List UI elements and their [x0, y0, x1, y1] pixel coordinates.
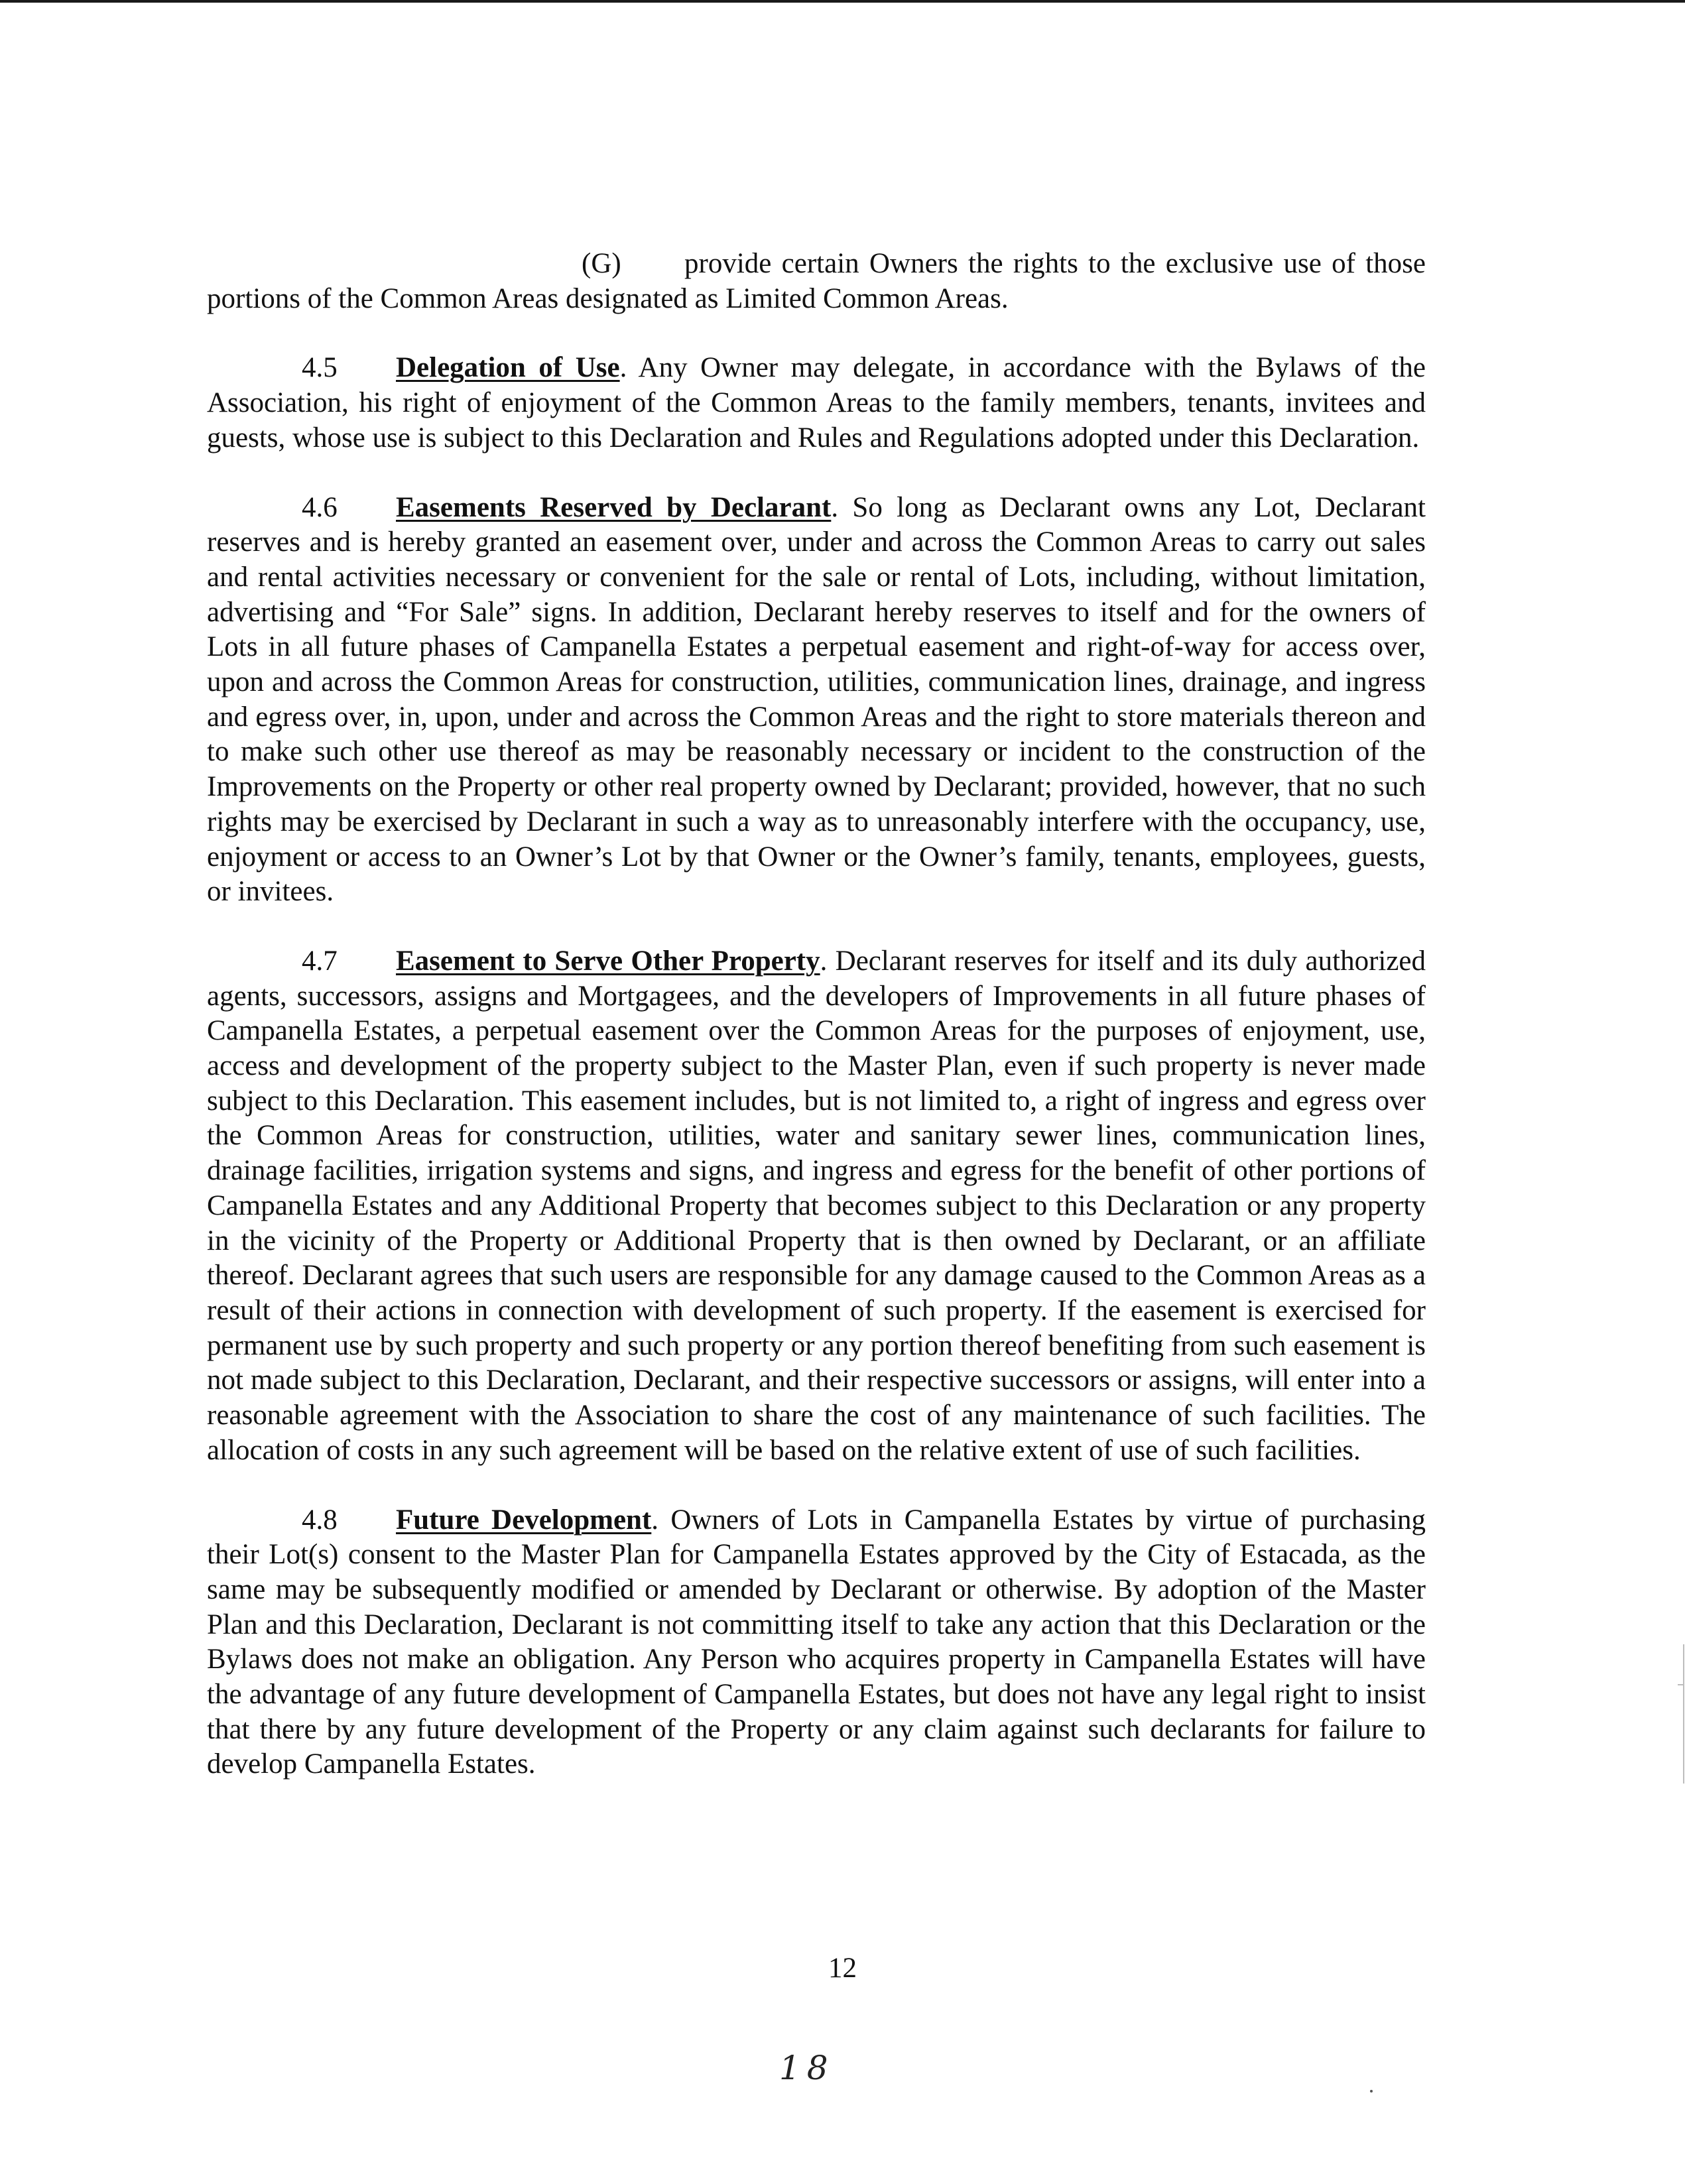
scan-speck: [1370, 2090, 1373, 2093]
section-4-6: 4.6 Easements Reserved by Declarant. So long as Declarant owns any Lot, Declarant reserves and is hereby granted an easement over, under and across the Common Areas to carry out sales and rental activities necessary or convenient for the sale or rental of Lots, including, without limitation, advertising and “For Sale” signs. In addition, Declarant hereby reserves to itself and for the owners of Lots in all future phases of Campanella Estates a perpetual easement and right-of-way for access over, upon and across the Common Areas for construction, utilities, communication lines, drainage, and ingress and egress over, in, upon, under and across the Common Areas and the right to store materials thereon and to make such other use thereof as may be reasonably necessary or incident to the construction of the Improvements on the Property or other real property owned by Declarant; provided, however, that no such rights may be exercised by Declarant in such a way as to unreasonably interfere with the occupancy, use, enjoyment or access to an Owner’s Lot by that Owner or the Owner’s family, tenants, employees, guests, or invitees.: [207, 491, 1426, 908]
section-heading: Easement to Serve Other Property: [396, 945, 820, 977]
clause-label: (G): [582, 248, 621, 279]
clause-text: provide certain Owners the rights to the exclusive use of those portions of the Common Areas designated as Limited Common Areas.: [207, 248, 1426, 314]
section-4-8: 4.8 Future Development. Owners of Lots in Campanella Estates by virtue of purchasing their Lot(s) consent to the Master Plan for Campanella Estates approved by the City of Estacada, as the same may be subsequently modified or amended by Declarant or otherwise. By adoption of the Master Plan and this Declaration, Declarant is not committing itself to take any action that this Declaration or the Bylaws does not make an obligation. Any Person who acquires property in Campanella Estates will have the advantage of any future development of Campanella Estates, but does not have any legal right to insist that there by any future development of the Property or any claim against such declarants for failure to develop Campanella Estates.: [207, 1504, 1426, 1780]
scan-edge-tick: [1678, 1684, 1683, 1685]
section-heading: Easements Reserved by Declarant: [396, 491, 832, 523]
section-number: 4.6: [302, 491, 338, 523]
clause-g: [207, 247, 1426, 316]
section-heading: Delegation of Use: [396, 352, 620, 384]
section-number: 4.7: [302, 945, 338, 977]
section-number: 4.5: [302, 352, 338, 384]
page-number: 12: [828, 1953, 857, 1984]
section-text: So long as Declarant owns any Lot, Declarant reserves and is hereby granted an easement over, under and across the Common Areas to carry out sales and rental activities necessary or convenient for the sale or rental of Lots, including, without limitation, advertising and “For Sale” signs. In addition, Declarant hereby reserves to itself and for the owners of Lots in all future phases of Campanella Estates a perpetual easement and right-of-way for access over, upon and across the Common Areas for construction, utilities, communication lines, drainage, and ingress and egress over, in, upon, under and across the Common Areas and the right to store materials thereon and to make such other use thereof as may be reasonably necessary or incident to the construction of the Improvements on the Property or other real property owned by Declarant; provided, however, that no such rights may be exercised by Declarant in such a way as to unreasonably interfere with the occupancy, use, enjoyment or access to an Owner’s Lot by that Owner or the Owner’s family, tenants, employees, guests, or invitees.: [207, 491, 1426, 908]
section-heading: Future Development: [396, 1504, 652, 1536]
section-text: Declarant reserves for itself and its duly authorized agents, successors, assigns and Mortgagees, and the developers of Improvements in all future phases of Campanella Estates, a perpetual easement over the Common Areas for the purposes of enjoyment, use, access and development of the property subject to the Master Plan, even if such property is never made subject to this Declaration. This easement includes, but is not limited to, a right of ingress and egress over the Common Areas for construction, utilities, water and sanitary sewer lines, communication lines, drainage facilities, irrigation systems and signs, and ingress and egress for the benefit of other portions of Campanella Estates and any Additional Property that becomes subject to this Declaration or any property in the vicinity of the Property or Additional Property that is then owned by Declarant, or an affiliate thereof. Declarant agrees that such users are responsible for any damage caused to the Common Areas as a result of their actions in connection with development of such property. If the easement is exercised for permanent use by such property and such property or any portion thereof benefiting from such easement is not made subject to this Declaration, Declarant, and their respective successors or assigns, will enter into a reasonable agreement with the Association to share the cost of any maintenance of such facilities. The allocation of costs in any such agreement will be based on the relative extent of use of such facilities.: [207, 945, 1426, 1466]
section-text: Any Owner may delegate, in accordance with the Bylaws of the Association, his right of enjoyment of the Common Areas to the family members, tenants, invitees and guests, whose use is subject to this Declaration and Rules and Regulations adopted under this Declaration.: [207, 352, 1426, 454]
scan-edge-mark: [1683, 1644, 1684, 1784]
document-body: [207, 247, 1426, 1782]
section-4-7: 4.7 Easement to Serve Other Property. Declarant reserves for itself and its duly authorized agents, successors, assigns and Mortgagees, and the developers of Improvements in all future phases of Campanella Estates, a perpetual easement over the Common Areas for the purposes of enjoyment, use, access and development of the property subject to the Master Plan, even if such property is never made subject to this Declaration. This easement includes, but is not limited to, a right of ingress and egress over the Common Areas for construction, utilities, water and sanitary sewer lines, communication lines, drainage facilities, irrigation systems and signs, and ingress and egress for the benefit of other portions of Campanella Estates and any Additional Property that becomes subject to this Declaration or any property in the vicinity of the Property or Additional Property that is then owned by Declarant, or an affiliate thereof. Declarant agrees that such users are responsible for any damage caused to the Common Areas as a result of their actions in connection with development of such property. If the easement is exercised for permanent use by such property and such property or any portion thereof benefiting from such easement is not made subject to this Declaration, Declarant, and their respective successors or assigns, will enter into a reasonable agreement with the Association to share the cost of any maintenance of such facilities. The allocation of costs in any such agreement will be based on the relative extent of use of such facilities.: [207, 945, 1426, 1466]
section-4-5: 4.5 Delegation of Use. Any Owner may delegate, in accordance with the Bylaws of the Association, his right of enjoyment of the Common Areas to the family members, tenants, invitees and guests, whose use is subject to this Declaration and Rules and Regulations adopted under this Declaration.: [207, 352, 1426, 454]
handwritten-page-mark: 18: [779, 2049, 835, 2087]
section-number: 4.8: [302, 1504, 338, 1536]
section-text: Owners of Lots in Campanella Estates by virtue of purchasing their Lot(s) consent to the Master Plan for Campanella Estates approved by the City of Estacada, as the same may be subsequently modified or amended by Declarant or otherwise. By adoption of the Master Plan and this Declaration, Declarant is not committing itself to take any action that this Declaration or the Bylaws does not make an obligation. Any Person who acquires property in Campanella Estates will have the advantage of any future development of Campanella Estates, but does not have any legal right to insist that there by any future development of the Property or any claim against such declarants for failure to develop Campanella Estates.: [207, 1504, 1426, 1780]
scan-top-border: [0, 0, 1685, 3]
